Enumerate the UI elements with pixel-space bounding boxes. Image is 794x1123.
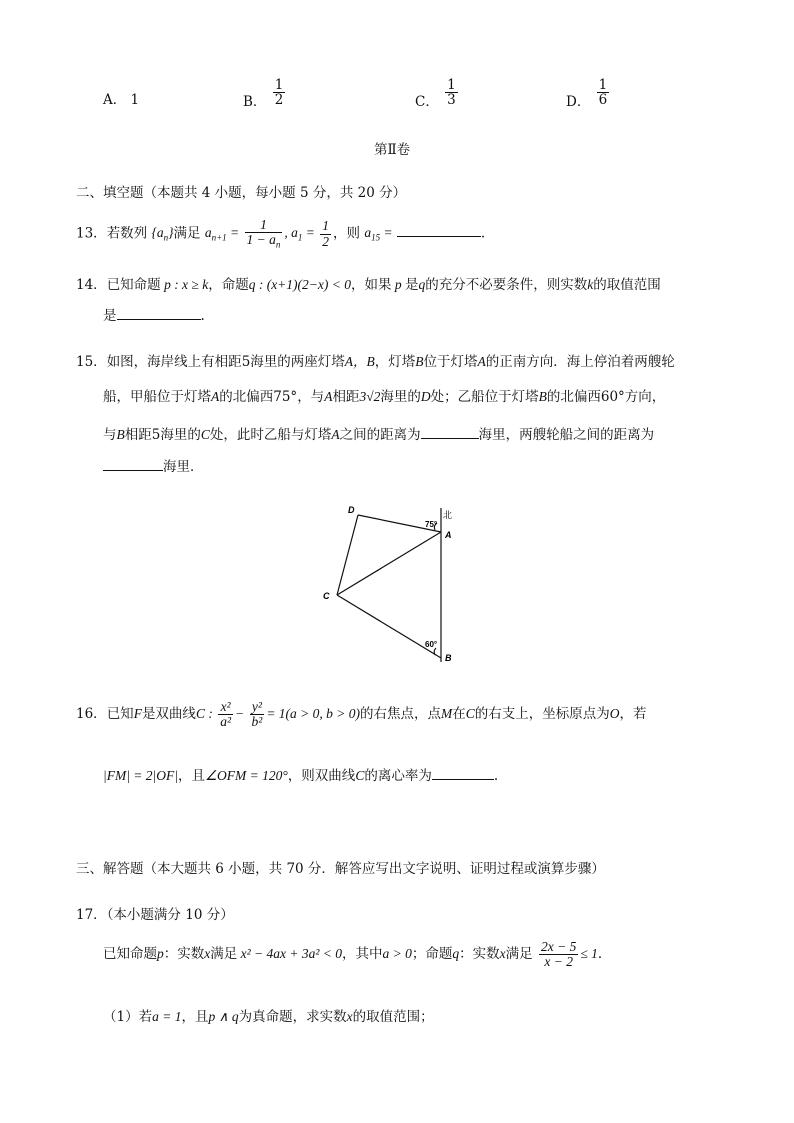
var-k: k: [587, 277, 594, 292]
answer-blank[interactable]: [432, 777, 494, 780]
question-number: 14．: [76, 277, 107, 293]
hyperbola-equation: C : $\frac{\text{x²}}{\text{a²}}$ − $\frac{\text{y²}}{\text{b²}}$ = 1(a > 0, b > 0): [195, 699, 361, 730]
label-a: A: [331, 427, 340, 442]
question-number: 15．: [76, 354, 107, 370]
point-b-label: B: [445, 653, 452, 663]
label-a: A: [211, 389, 220, 404]
q15-value: 75°: [273, 389, 298, 405]
question-16: [76, 700, 647, 729]
q17-text: ；命题: [411, 945, 453, 962]
q15-text: 的北偏西: [219, 389, 274, 405]
question-14: [76, 273, 661, 293]
var-x: x: [499, 945, 506, 961]
var-x: x: [204, 945, 211, 961]
point-a-label: A: [445, 530, 452, 540]
prop-q: q : (x+1)(2−x) < 0: [248, 277, 351, 292]
q13-text: 满足: [173, 225, 201, 242]
inequality-q: $\frac{2x - 5}{x - 2}$ ≤ 1: [540, 939, 598, 970]
answer-blank[interactable]: [103, 468, 163, 471]
recurrence-formula: $a_{n+1}$ = $\frac{1}{1 - a_n}$ , $a_1$ = $\frac{1}{2}$: [204, 217, 330, 250]
volume-title: 第Ⅱ卷: [374, 142, 411, 158]
q17-text: 已知命题: [103, 945, 157, 962]
q14-text: 的充分不必要条件，则实数: [425, 277, 588, 293]
q15-text: 处；乙船位于灯塔: [430, 389, 539, 405]
question-15-line2: [103, 385, 665, 405]
option-a-label: A．: [103, 92, 127, 108]
question-number: 17．: [76, 907, 107, 923]
angle-arc-b: [434, 648, 436, 655]
q15-text: 船，甲船位于灯塔: [103, 389, 211, 405]
label-b: B: [415, 354, 424, 369]
option-d: [566, 77, 611, 111]
section3-heading: 三、解答题（本大题共 6 小题，共 70 分．解答应写出文字说明、证明过程或演算步骤）: [76, 861, 605, 877]
q15-text: 海里，两艘轮船之间的距离为: [478, 427, 655, 443]
question-17-header: [76, 903, 234, 923]
question-13: 13．若数列 $\{a_n\}$满足 $a_{n+1}$ = $\frac{1}{1 - a_n}$ , $a_1$ = $\frac{1}{2}$ ，则 $a_{15}$ = .: [76, 217, 486, 250]
numerator: 1: [598, 77, 608, 93]
angle-label-75: 75°: [425, 520, 438, 529]
option-a: [103, 88, 139, 108]
q17-points: （本小题满分 10 分）: [106, 907, 234, 923]
section2-heading: 二、填空题（本题共 4 小题，每小题 5 分，共 20 分）: [76, 185, 407, 201]
option-c-fraction: [445, 78, 458, 107]
q15-value: 5: [241, 354, 251, 370]
distance-expr: 3√2: [359, 389, 381, 404]
q16-text: 的右支上，坐标原点为: [474, 705, 610, 722]
q17-text: ：实数: [459, 945, 500, 962]
var-c: C: [355, 768, 365, 783]
angle-condition: ∠OFM = 120°: [204, 768, 288, 783]
var-p: p: [157, 945, 164, 961]
q15-text: 相距: [332, 389, 360, 405]
question-17-part1: [103, 1005, 434, 1025]
label-a: A: [477, 354, 486, 369]
var-m: M: [441, 705, 453, 721]
q15-text: 相距: [124, 427, 152, 443]
q14-text: 是: [405, 277, 419, 293]
q15-text: 之间的距离为: [339, 427, 421, 443]
var-q: q: [418, 277, 426, 292]
q16-text: ，若: [619, 705, 647, 722]
option-b-fraction: [273, 78, 286, 107]
label-d: D: [420, 389, 431, 404]
a-equals-1: a = 1: [152, 1009, 182, 1024]
question-17-body: 已知命题p：实数x满足 x² − 4ax + 3a² < 0，其中a > 0；命题q：实数x满足 $\frac{2x - 5}{x - 2}$ ≤ 1．: [103, 939, 612, 970]
q15-text: 海里．: [163, 459, 204, 475]
question-14-cont: 是 .: [103, 308, 205, 324]
option-c-label: C．: [415, 94, 439, 111]
q15-text: ，与: [297, 389, 325, 405]
point-c-label: C: [323, 591, 330, 601]
denominator: 6: [598, 92, 608, 109]
option-b: [243, 77, 287, 111]
q17-sub-text: 为真命题，求实数: [238, 1009, 347, 1025]
q14-text: ，命题: [208, 277, 249, 293]
option-c: [415, 77, 460, 111]
segment-ca: [337, 532, 441, 595]
q17-text: ，其中: [342, 945, 383, 962]
labels-ab: A，B: [344, 354, 375, 369]
seq-notation: $\{a_n\}$: [151, 225, 174, 243]
option-d-fraction: [597, 78, 610, 107]
q15-text: 位于灯塔: [423, 354, 478, 370]
p-and-q: p ∧ q: [208, 1009, 239, 1024]
q15-text: 与: [103, 427, 117, 443]
q17-sub-text: 的取值范围；: [352, 1009, 434, 1025]
q16-text: 的离心率为: [364, 768, 432, 784]
geometry-figure: [315, 498, 475, 668]
label-c: C: [200, 427, 210, 442]
numerator: 1: [447, 77, 456, 93]
label-b: B: [538, 389, 547, 404]
var-c: C: [465, 705, 475, 721]
q16-text: ，则双曲线: [287, 768, 356, 784]
north-label: 北: [443, 510, 453, 520]
option-a-value: 1: [130, 92, 140, 108]
label-a: A: [324, 389, 333, 404]
question-16-cont: |FM| = 2|OF|，且∠OFM = 120°，则双曲线C的离心率为 .: [103, 768, 499, 784]
denominator: 3: [447, 92, 456, 109]
q16-text: 是双曲线: [141, 705, 196, 722]
angle-label-60: 60°: [425, 640, 438, 649]
q17-text: 满足: [505, 945, 533, 962]
q15-value: 60°: [600, 389, 625, 405]
denominator: 2: [274, 92, 284, 109]
q14-text: ，如果: [351, 277, 392, 293]
q16-text: 在: [452, 705, 466, 722]
question-15-line1: [76, 350, 675, 370]
label-b: B: [116, 427, 125, 442]
question-15-line4: [103, 455, 204, 475]
q17-sub-text: ，且: [181, 1009, 209, 1025]
q16-text: 的右焦点，点: [360, 705, 442, 722]
numerator: 1: [274, 77, 284, 93]
var-x: x: [346, 1009, 353, 1024]
q14-text: 是: [103, 308, 117, 324]
segment-dc: [337, 515, 358, 595]
q17-sub-text: （1）若: [103, 1009, 153, 1025]
answer-blank[interactable]: [117, 317, 201, 320]
q16-text: 已知: [106, 705, 134, 722]
var-p: p: [391, 277, 405, 292]
answer-blank[interactable]: [421, 436, 479, 439]
q13-target: $a_{15}$ =: [364, 225, 393, 243]
q15-text: 海里的: [380, 389, 421, 405]
q14-text: 已知命题: [106, 277, 161, 293]
q17-text: ：实数: [163, 945, 205, 962]
fm-condition: |FM| = 2|OF|: [103, 768, 178, 783]
option-b-label: B．: [243, 94, 267, 111]
q13-text: 若数列: [106, 225, 148, 242]
inequality-p: x² − 4ax + 3a² < 0: [237, 945, 343, 961]
q15-text: 的北偏西: [546, 389, 601, 405]
q15-text: 如图，海岸线上有相距: [106, 354, 242, 370]
var-f: F: [133, 705, 142, 721]
var-q: q: [452, 945, 460, 961]
option-d-label: D．: [566, 94, 591, 111]
var-o: O: [609, 705, 620, 721]
answer-blank[interactable]: [397, 234, 481, 237]
q15-text: 处，此时乙船与灯塔: [209, 427, 332, 443]
q15-value: 5: [151, 427, 161, 443]
q15-text: 海里的两座灯塔: [250, 354, 345, 370]
question-15-line3: [103, 423, 654, 443]
q13-text: ，则: [333, 225, 361, 242]
q14-text: 的取值范围: [593, 277, 661, 293]
q17-text: 满足: [210, 945, 238, 962]
prop-p: p : x ≥ k: [160, 277, 209, 292]
a-positive: a > 0: [382, 945, 412, 961]
question-number: 16．: [76, 705, 107, 722]
question-number: 13．: [76, 225, 107, 242]
q16-text: ，且: [177, 768, 205, 784]
point-d-label: D: [348, 505, 355, 515]
q15-text: 的正南方向．海上停泊着两艘轮: [485, 354, 675, 370]
q15-text: 海里的: [160, 427, 201, 443]
q15-text: 方向，: [624, 389, 666, 405]
q15-text: ，灯塔: [374, 354, 416, 370]
